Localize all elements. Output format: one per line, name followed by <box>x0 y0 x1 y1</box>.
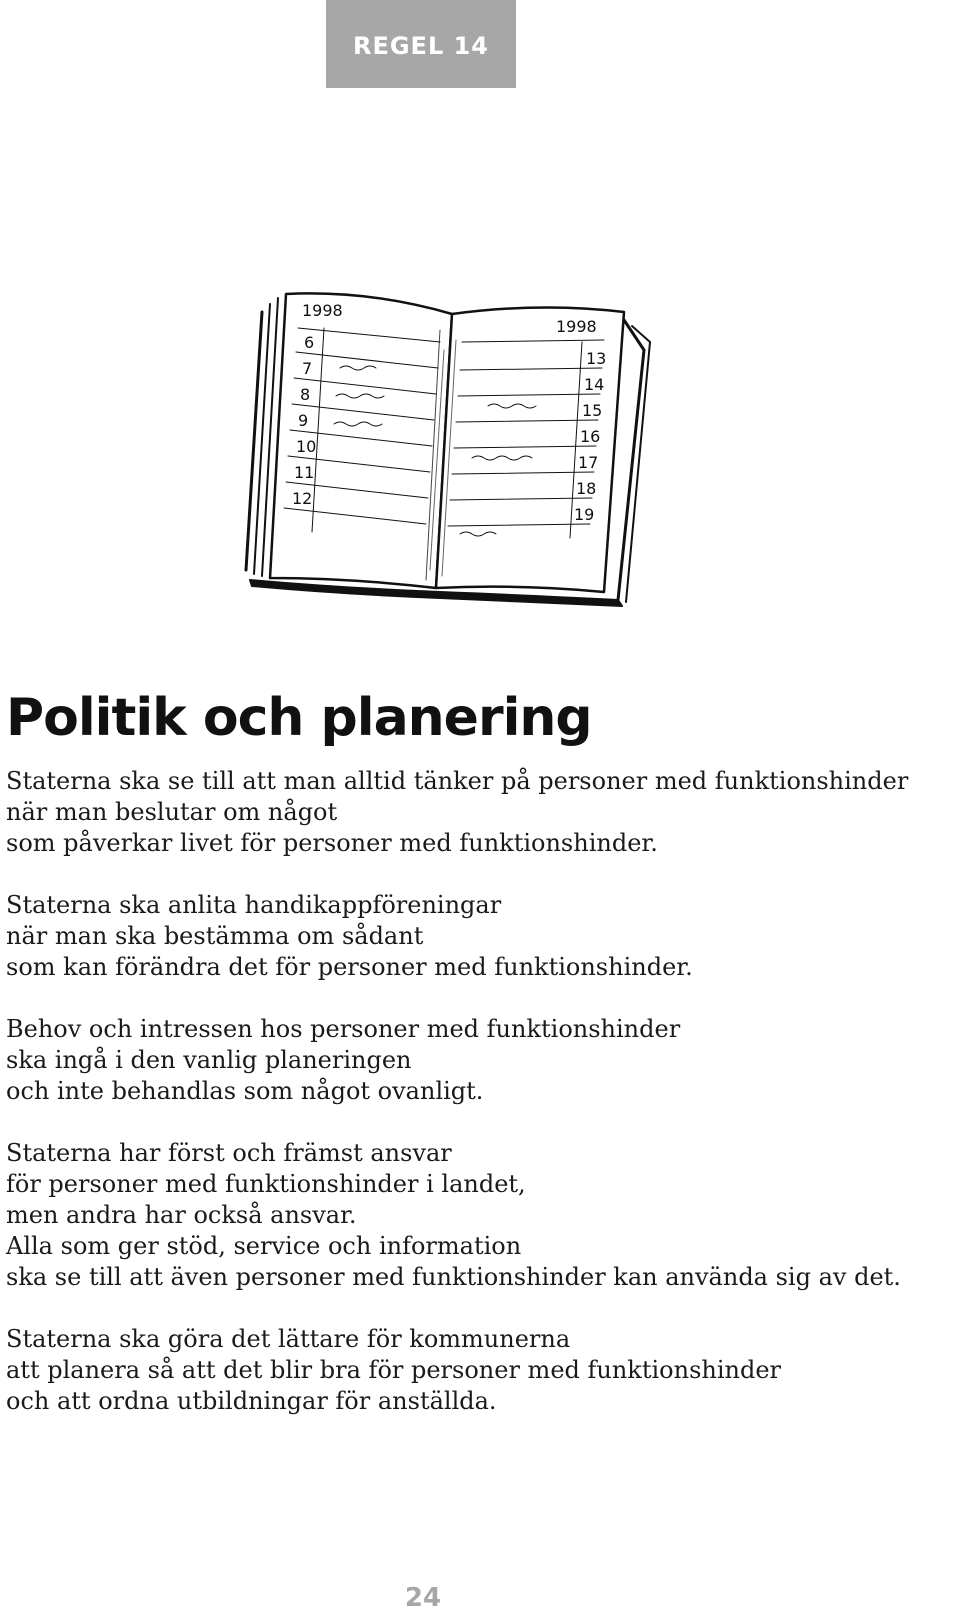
left-page-day: 10 <box>296 437 317 456</box>
right-page-day: 17 <box>578 453 599 472</box>
body-text <box>6 766 956 1448</box>
text-line: Staterna ska anlita handikappföreningar <box>6 891 502 919</box>
text-line: Staterna ska göra det lättare för kommunerna <box>6 1325 571 1353</box>
right-page-day: 13 <box>586 349 607 368</box>
text-line: Staterna har först och främst ansvar <box>6 1139 452 1167</box>
text-line: Behov och intressen hos personer med funktionshinder <box>6 1015 681 1043</box>
rule-label: REGEL 14 <box>352 32 489 60</box>
right-page-day: 15 <box>582 401 603 420</box>
text-line: ska se till att även personer med funktionshinder kan använda sig av det. <box>6 1263 901 1291</box>
left-page-year: 1998 <box>302 301 343 320</box>
calendar-book-illustration <box>240 290 680 630</box>
left-page-day: 6 <box>304 333 315 352</box>
text-line: och inte behandlas som något ovanligt. <box>6 1077 484 1105</box>
page-number: 24 <box>404 1583 442 1613</box>
right-page-day: 19 <box>574 505 595 524</box>
text-line: som påverkar livet för personer med funktionshinder. <box>6 829 658 857</box>
text-line: Alla som ger stöd, service och information <box>6 1232 522 1260</box>
rule-number-tab <box>326 0 516 88</box>
right-page-day: 14 <box>584 375 605 394</box>
text-line: att planera så att det blir bra för personer med funktionshinder <box>6 1356 782 1384</box>
right-page-day: 18 <box>576 479 597 498</box>
left-page-day: 8 <box>300 385 311 404</box>
text-line: när man beslutar om något <box>6 798 338 826</box>
left-page-day: 12 <box>292 489 313 508</box>
left-page-day: 7 <box>302 359 313 378</box>
text-line: när man ska bestämma om sådant <box>6 922 424 950</box>
paragraph <box>6 1324 956 1417</box>
paragraph <box>6 766 956 859</box>
text-line: för personer med funktionshinder i landet, <box>6 1170 526 1198</box>
left-page-day: 11 <box>294 463 315 482</box>
right-page-day: 16 <box>580 427 601 446</box>
text-line: och att ordna utbildningar för anställda. <box>6 1387 497 1415</box>
paragraph <box>6 890 956 983</box>
paragraph <box>6 1014 956 1107</box>
left-page-day: 9 <box>298 411 309 430</box>
text-line: men andra har också ansvar. <box>6 1201 357 1229</box>
page-title: Politik och planering <box>6 688 592 748</box>
right-page-year: 1998 <box>556 317 597 336</box>
text-line: som kan förändra det för personer med funktionshinder. <box>6 953 693 981</box>
paragraph <box>6 1138 956 1293</box>
text-line: ska ingå i den vanlig planeringen <box>6 1046 412 1074</box>
text-line: Staterna ska se till att man alltid tänker på personer med funktionshinder <box>6 767 909 795</box>
